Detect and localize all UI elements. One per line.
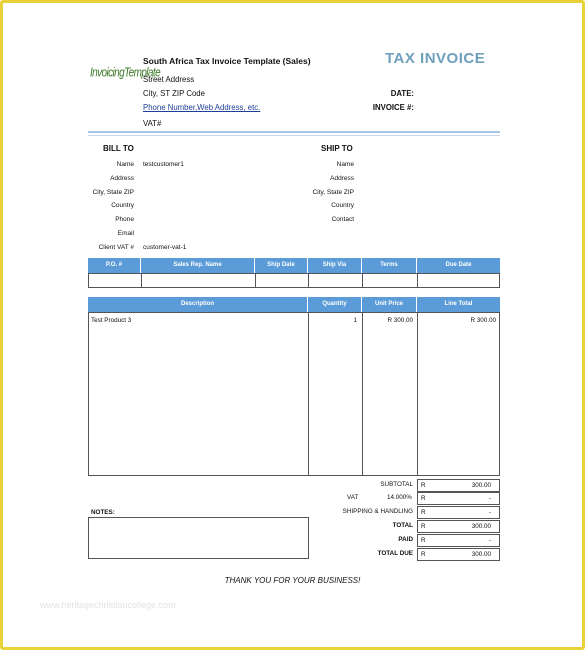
company-logo: InvoicingTemplate: [90, 66, 161, 81]
ship-country-label: Country: [331, 202, 354, 209]
date-label: DATE:: [390, 89, 414, 98]
ship-name-label: Name: [336, 161, 354, 168]
total-due-box: R 300.00: [417, 548, 500, 561]
line-total-column[interactable]: [417, 312, 500, 476]
item-quantity: 1: [353, 317, 357, 324]
due-date-cell[interactable]: [417, 273, 500, 288]
header-divider: [88, 131, 500, 133]
col-description: Description: [88, 297, 308, 312]
sales-rep-cell[interactable]: [141, 273, 256, 288]
bill-name-value: testcustomer1: [143, 161, 184, 168]
bill-address-label: Address: [110, 175, 134, 182]
bill-email-label: Email: [117, 230, 134, 237]
invoice-number-label: INVOICE #:: [372, 103, 414, 112]
col-due-date: Due Date: [445, 262, 472, 268]
ship-date-cell[interactable]: [255, 273, 309, 288]
item-unit-price: R 300.00: [387, 317, 413, 324]
vat-box: R -: [417, 492, 500, 505]
bill-client-vat-value: customer-vat-1: [143, 244, 187, 251]
total-due-label: TOTAL DUE: [377, 550, 413, 557]
vat-value: -: [488, 495, 491, 502]
paid-label: PAID: [398, 536, 413, 543]
col-quantity: Quantity: [308, 297, 362, 312]
street-address: Street Address: [143, 75, 195, 84]
terms-cell[interactable]: [362, 273, 418, 288]
ship-to-heading: SHIP TO: [321, 144, 353, 153]
paid-value: -: [488, 537, 491, 544]
subtotal-box: R 300.00: [417, 479, 500, 492]
vat-number: VAT#: [143, 119, 162, 128]
header-divider-thin: [88, 135, 500, 136]
total-due-value: 300.00: [471, 551, 491, 558]
bill-city-label: City, State ZIP: [92, 189, 134, 196]
po-cell[interactable]: [88, 273, 142, 288]
total-value: 300.00: [471, 523, 491, 530]
subtotal-label: SUBTOTAL: [380, 481, 413, 488]
bill-client-vat-label: Client VAT #: [98, 244, 134, 251]
paid-box: R -: [417, 534, 500, 547]
thank-you-message: THANK YOU FOR YOUR BUSINESS!: [224, 576, 361, 585]
shipping-label: SHIPPING & HANDLING: [342, 508, 413, 515]
subtotal-value: 300.00: [471, 482, 491, 489]
total-label: TOTAL: [392, 522, 413, 529]
ship-contact-label: Contact: [331, 216, 354, 223]
city-zip: City, ST ZIP Code: [143, 89, 205, 98]
ship-via-cell[interactable]: [308, 273, 363, 288]
col-line-total: Line Total: [444, 301, 473, 307]
shipping-box: R -: [417, 506, 500, 519]
col-sales-rep: Sales Rep. Name: [141, 258, 255, 273]
shipping-value: -: [488, 509, 491, 516]
bill-country-label: Country: [111, 202, 134, 209]
order-table-header: [88, 258, 500, 273]
col-terms: Terms: [362, 258, 417, 273]
vat-label: VAT: [347, 494, 359, 501]
invoice-title: TAX INVOICE: [385, 50, 486, 67]
vat-rate: 14.000%: [387, 494, 412, 501]
items-table-header: [88, 297, 500, 312]
col-unit-price: Unit Price: [362, 297, 417, 312]
notes-label: NOTES:: [91, 509, 115, 516]
unit-price-column[interactable]: [362, 312, 418, 476]
col-ship-date: Ship Date: [255, 258, 308, 273]
contact-link[interactable]: Phone Number,Web Address, etc.: [143, 103, 261, 112]
bill-to-heading: BILL TO: [103, 144, 134, 153]
quantity-column[interactable]: [308, 312, 363, 476]
description-column[interactable]: [88, 312, 309, 476]
total-box: R 300.00: [417, 520, 500, 533]
bill-phone-label: Phone: [115, 216, 134, 223]
watermark-text: www.heritagechristiancollege.com: [40, 600, 176, 610]
notes-box[interactable]: [88, 517, 309, 559]
ship-address-label: Address: [330, 175, 354, 182]
company-title: South Africa Tax Invoice Template (Sales): [143, 56, 311, 66]
bill-name-label: Name: [116, 161, 134, 168]
item-line-total: R 300.00: [470, 317, 496, 324]
ship-city-label: City, State ZIP: [312, 189, 354, 196]
col-ship-via: Ship Via: [308, 258, 362, 273]
item-description: Test Product 3: [91, 317, 132, 324]
col-po: P.O. #: [88, 258, 141, 273]
